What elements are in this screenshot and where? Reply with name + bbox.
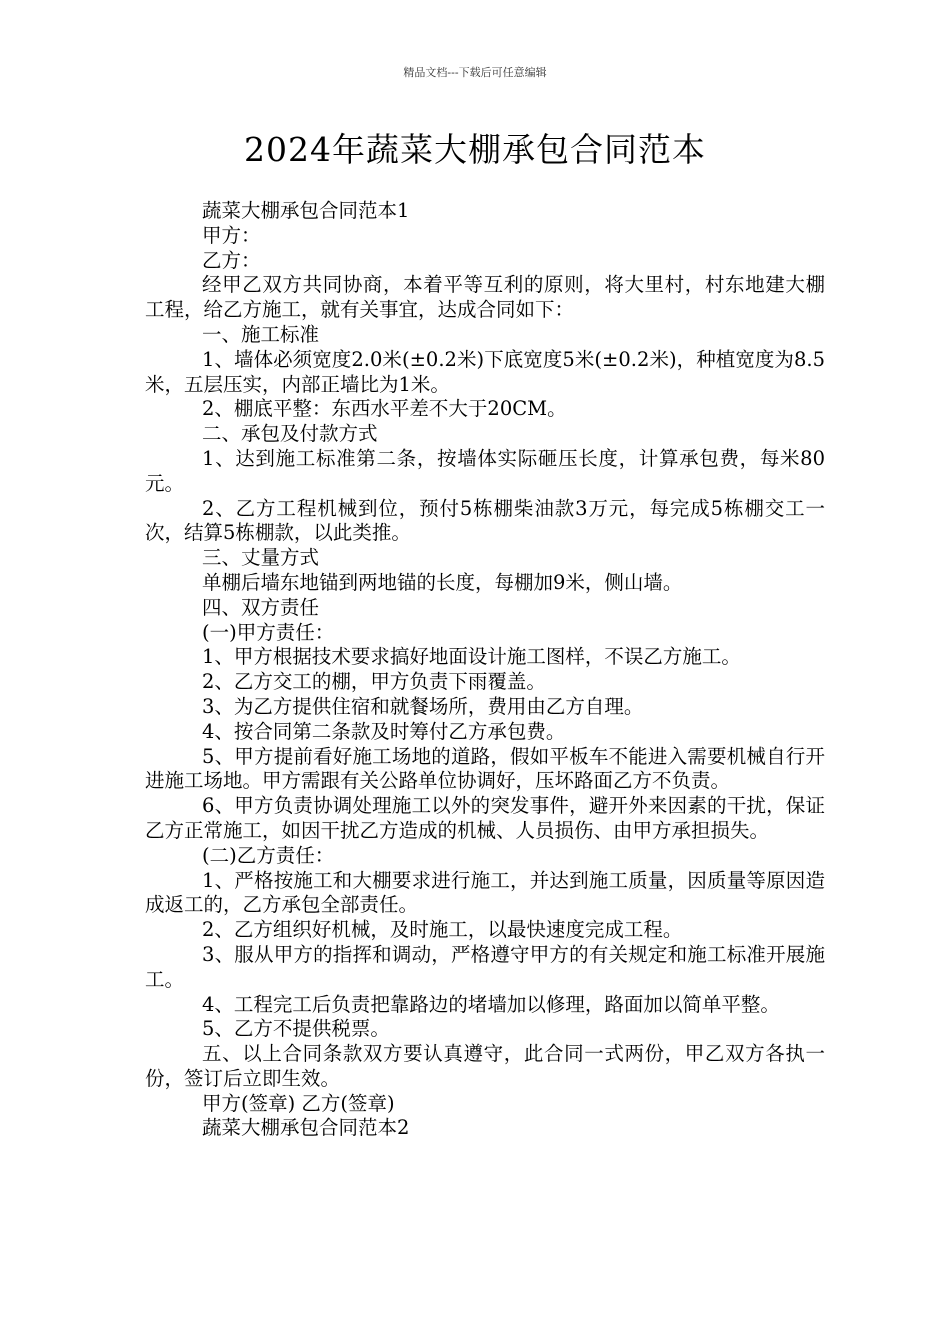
subsection-heading: (二)乙方责任： bbox=[202, 843, 335, 867]
section-heading: 三、丈量方式 bbox=[202, 546, 320, 570]
header-note: 精品文档---下载后可任意编辑 bbox=[403, 66, 547, 79]
section-heading: 二、承包及付款方式 bbox=[202, 422, 378, 446]
paragraph: 2、乙方交工的棚，甲方负责下雨覆盖。 bbox=[202, 670, 546, 694]
section-heading: 蔬菜大棚承包合同范本1 bbox=[202, 199, 410, 222]
paragraph: 6、甲方负责协调处理施工以外的突发事件，避开外来因素的干扰，保证乙方正常施工，如因干扰乙方造成的机械、人员损伤、由甲方承担损失。 bbox=[145, 794, 825, 842]
signature-line: 甲方(签章) 乙方(签章) bbox=[202, 1091, 395, 1115]
paragraph: 五、以上合同条款双方要认真遵守，此合同一式两份，甲乙双方各执一份，签订后立即生效。 bbox=[145, 1042, 825, 1090]
paragraph: 3、为乙方提供住宿和就餐场所，费用由乙方自理。 bbox=[202, 694, 644, 718]
paragraph: 经甲乙双方共同协商，本着平等互利的原则，将大里村，村东地建大棚工程，给乙方施工，就有关事宜，达成合同如下： bbox=[145, 273, 825, 322]
party-b-line: 乙方： bbox=[202, 248, 261, 272]
paragraph: 1、甲方根据技术要求搞好地面设计施工图样，不误乙方施工。 bbox=[202, 645, 741, 669]
paragraph: 1、墙体必须宽度2.0米(±0.2米)下底宽度5米(±0.2米)，种植宽度为8.5米，五层压实，内部正墙比为1米。 bbox=[145, 347, 825, 396]
document-title: 2024年蔬菜大棚承包合同范本 bbox=[244, 130, 706, 169]
paragraph: 5、乙方不提供税票。 bbox=[202, 1017, 390, 1041]
paragraph: 1、达到施工标准第二条，按墙体实际砸压长度，计算承包费，每米80元。 bbox=[145, 446, 825, 495]
paragraph: 1、严格按施工和大棚要求进行施工，并达到施工质量，因质量等原因造成返工的，乙方承包全部责任。 bbox=[145, 868, 825, 917]
section-heading: 四、双方责任 bbox=[202, 595, 320, 619]
paragraph: 单棚后墙东地锚到两地锚的长度，每棚加9米，侧山墙。 bbox=[202, 570, 683, 594]
paragraph: 5、甲方提前看好施工场地的道路，假如平板车不能进入需要机械自行开进施工场地。甲方需跟有关公路单位协调好，压坏路面乙方不负责。 bbox=[145, 744, 825, 793]
paragraph: 2、乙方工程机械到位，预付5栋棚柴油款3万元，每完成5栋棚交工一次，结算5栋棚款，以此类推。 bbox=[145, 496, 825, 545]
paragraph: 3、服从甲方的指挥和调动，严格遵守甲方的有关规定和施工标准开展施工。 bbox=[145, 942, 825, 991]
party-a-line: 甲方： bbox=[202, 223, 261, 247]
paragraph: 4、按合同第二条款及时筹付乙方承包费。 bbox=[202, 719, 566, 743]
paragraph: 2、棚底平整：东西水平差不大于20CM。 bbox=[202, 397, 567, 421]
paragraph: 4、工程完工后负责把靠路边的堵墙加以修理，路面加以简单平整。 bbox=[202, 992, 780, 1016]
section-heading: 蔬菜大棚承包合同范本2 bbox=[202, 1116, 410, 1140]
document-body bbox=[145, 199, 825, 1141]
paragraph: 2、乙方组织好机械，及时施工，以最快速度完成工程。 bbox=[202, 918, 683, 942]
section-heading: 一、施工标准 bbox=[202, 322, 320, 346]
subsection-heading: (一)甲方责任： bbox=[202, 620, 335, 644]
